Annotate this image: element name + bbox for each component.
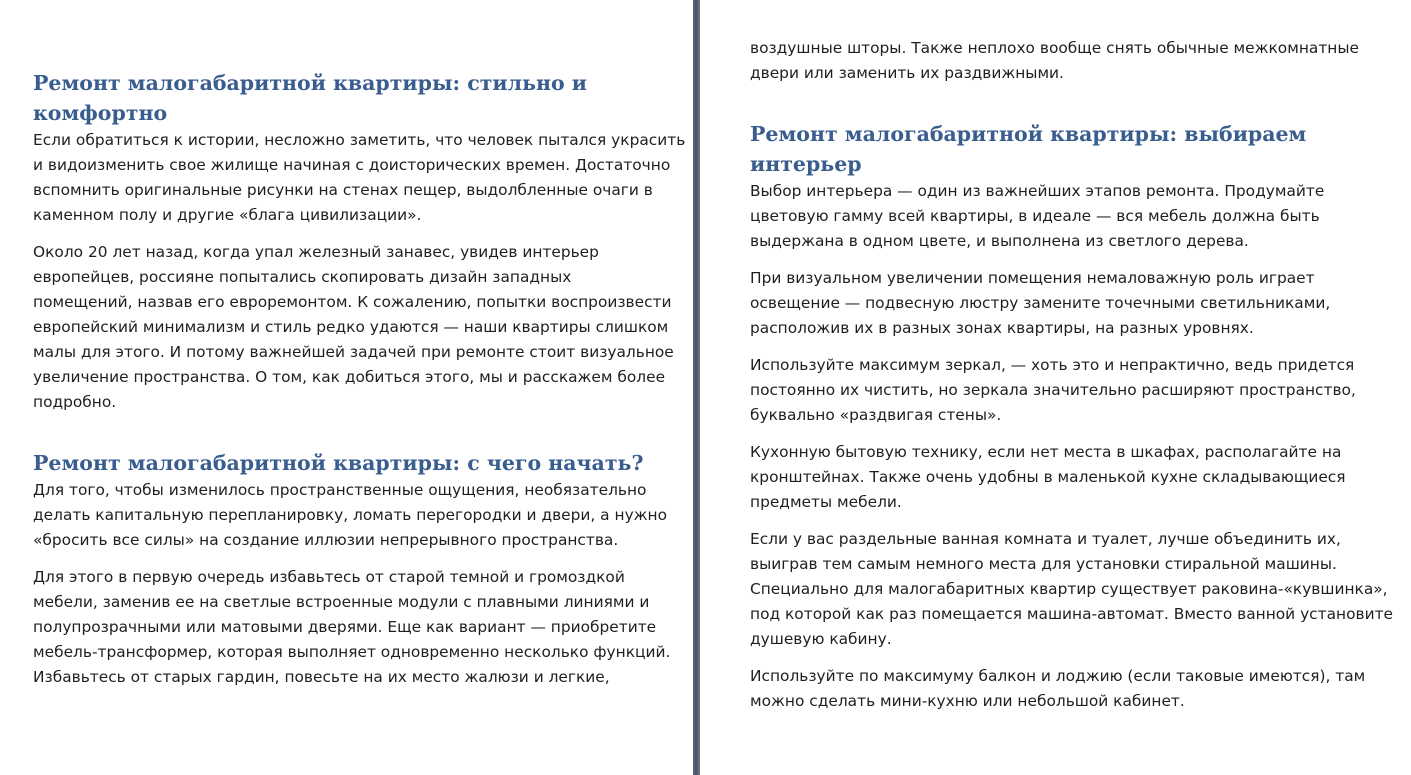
- paragraph-space-illusion: [33, 478, 668, 553]
- heading-stylish-comfortable: [33, 68, 648, 128]
- text-line: выиграв тем самым немного места для установки стиральной машины.: [750, 555, 1337, 573]
- text-line: увеличение пространства. О том, как добиться этого, мы и расскажем более: [33, 368, 666, 386]
- text-line: воздушные шторы. Также неплохо вообще снять обычные межкомнатные: [750, 39, 1359, 57]
- text-line: Кухонную бытовую технику, если нет места в шкафах, располагайте на: [750, 443, 1342, 461]
- left-page-column: [33, 68, 686, 702]
- text-line: можно сделать мини-кухню или небольшой кабинет.: [750, 692, 1185, 710]
- text-line: Избавьтесь от старых гардин, повесьте на их место жалюзи и легкие,: [33, 668, 610, 686]
- text-line: мебель-трансформер, которая выполняет одновременно несколько функций.: [33, 643, 671, 661]
- text-line: При визуальном увеличении помещения немаловажную роль играет: [750, 269, 1315, 287]
- paragraph-interior-choice: [750, 179, 1370, 254]
- paragraph-balcony: [750, 664, 1370, 714]
- text-line: предметы мебели.: [750, 493, 902, 511]
- heading-line: комфортно: [33, 101, 168, 125]
- text-line: «бросить все силы» на создание иллюзии непрерывного пространства.: [33, 531, 619, 549]
- paragraph-kitchen-appliances: [750, 440, 1370, 515]
- paragraph-mirrors: [750, 353, 1370, 428]
- text-line: Если у вас раздельные ванная комната и туалет, лучше объединить их,: [750, 530, 1341, 548]
- text-line: делать капитальную перепланировку, ломать перегородки и двери, а нужно: [33, 506, 668, 524]
- right-page-column: [750, 36, 1394, 726]
- paragraph-furniture: [33, 565, 671, 690]
- text-line: малы для этого. И потому важнейшей задачей при ремонте стоит визуальное: [33, 343, 674, 361]
- text-line: и видоизменить свое жилище начиная с доисторических времен. Достаточно: [33, 156, 671, 174]
- paragraph-curtains-continued: [750, 36, 1370, 86]
- text-line: Около 20 лет назад, когда упал железный занавес, увидев интерьер: [33, 243, 599, 261]
- paragraph-history: [33, 128, 686, 228]
- text-line: выдержана в одном цвете, и выполнена из светлого дерева.: [750, 232, 1249, 250]
- right-page: [700, 0, 1411, 775]
- text-line: кронштейнах. Также очень удобны в маленькой кухне складывающиеся: [750, 468, 1346, 486]
- text-line: цветовую гамму всей квартиры, в идеале — вся мебель должна быть: [750, 207, 1320, 225]
- text-line: вспомнить оригинальные рисунки на стенах пещер, выдолбленные очаги в: [33, 181, 653, 199]
- text-line: расположив их в разных зонах квартиры, на разных уровнях.: [750, 319, 1254, 337]
- text-line: постоянно их чистить, но зеркала значительно расширяют пространство,: [750, 381, 1356, 399]
- text-line: европейцев, россияне попытались скопировать дизайн западных: [33, 268, 572, 286]
- text-line: душевую кабину.: [750, 630, 892, 648]
- text-line: Используйте максимум зеркал, — хоть это и непрактично, ведь придется: [750, 356, 1355, 374]
- text-line: Для этого в первую очередь избавьтесь от старой темной и громоздкой: [33, 568, 625, 586]
- text-line: полупрозрачными или матовыми дверями. Еще как вариант — приобретите: [33, 618, 657, 636]
- text-line: Специально для малогабаритных квартир существует раковина-«кувшинка»,: [750, 580, 1388, 598]
- page-divider: [693, 0, 700, 775]
- text-line: Используйте по максимуму балкон и лоджию (если таковые имеются), там: [750, 667, 1366, 685]
- text-line: двери или заменить их раздвижными.: [750, 64, 1064, 82]
- heading-choose-interior: Ремонт малогабаритной квартиры: выбираем интерьер: [750, 122, 1307, 176]
- paragraph-euro-renovation: [33, 240, 674, 415]
- text-line: Если обратиться к истории, несложно заметить, что человек пытался украсить: [33, 131, 686, 149]
- text-line: освещение — подвесную люстру замените точечными светильниками,: [750, 294, 1331, 312]
- text-line: Для того, чтобы изменилось пространственные ощущения, необязательно: [33, 481, 647, 499]
- text-line: подробно.: [33, 393, 117, 411]
- text-line: Выбор интерьера — один из важнейших этапов ремонта. Продумайте: [750, 182, 1325, 200]
- text-line: мебели, заменив ее на светлые встроенные модули с плавными линиями и: [33, 593, 650, 611]
- paragraph-bathroom: [750, 527, 1394, 652]
- left-page: [0, 0, 693, 775]
- heading-line: Ремонт малогабаритной квартиры: стильно и: [33, 71, 588, 95]
- paragraph-lighting: [750, 266, 1370, 341]
- text-line: каменном полу и другие «блага цивилизации».: [33, 206, 422, 224]
- heading-where-to-start: Ремонт малогабаритной квартиры: с чего начать?: [33, 451, 644, 475]
- text-line: под которой как раз помещается машина-автомат. Вместо ванной установите: [750, 605, 1394, 623]
- text-line: помещений, назвав его евроремонтом. К сожалению, попытки воспроизвести: [33, 293, 672, 311]
- text-line: буквально «раздвигая стены».: [750, 406, 1002, 424]
- text-line: европейский минимализм и стиль редко удаются — наши квартиры слишком: [33, 318, 669, 336]
